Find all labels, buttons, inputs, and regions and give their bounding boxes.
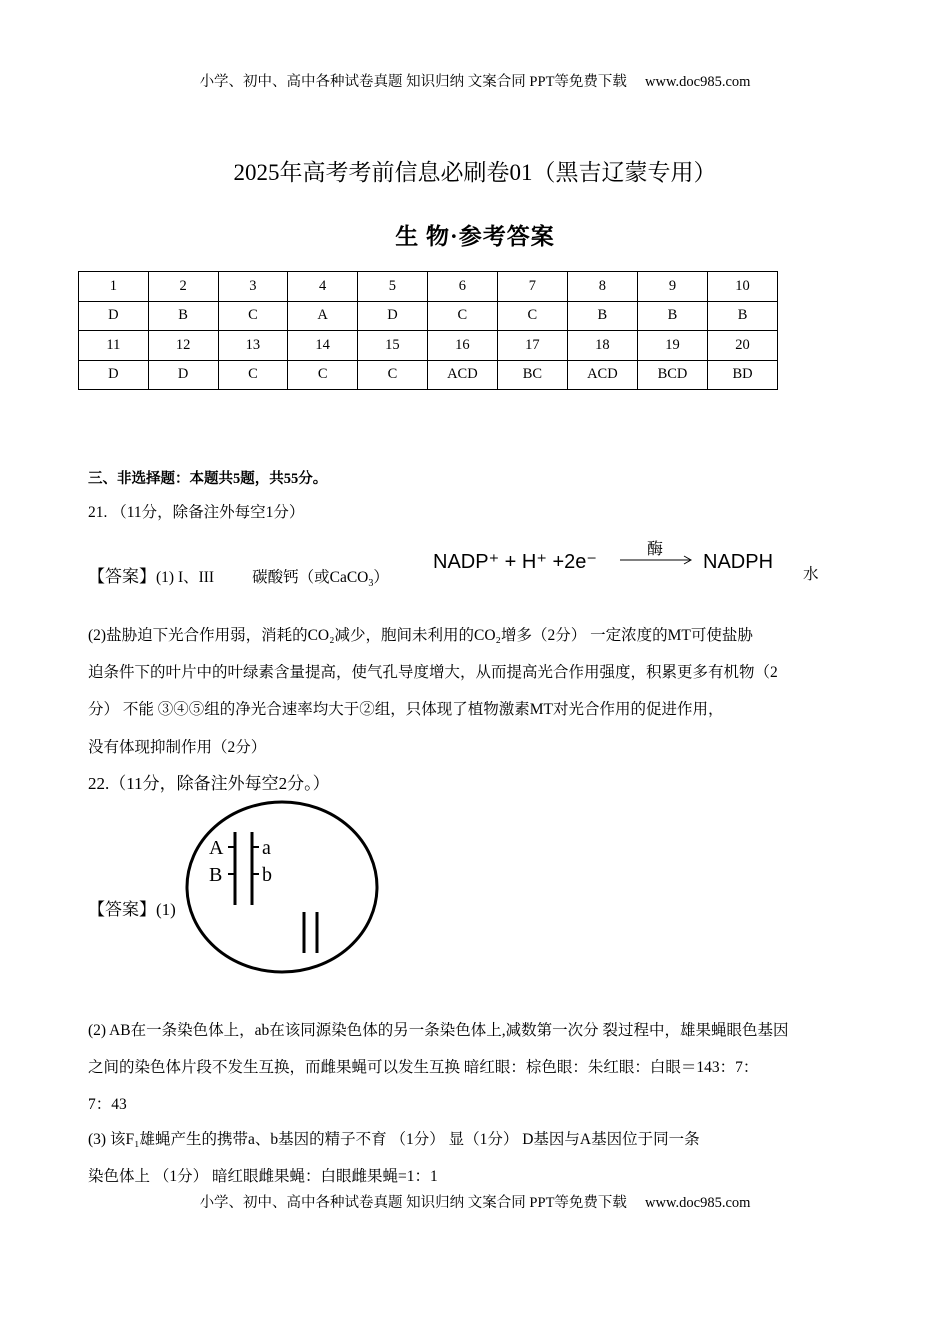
table-row: [79, 301, 778, 331]
answer-label: 【答案】: [88, 567, 156, 586]
table-row: [79, 331, 778, 361]
gene-label: b: [262, 864, 272, 886]
table-cell: 18: [567, 331, 637, 361]
q22-part2-line: 之间的染色体片段不发生互换，而雌果蝇可以发生互换 暗红眼：棕色眼：朱红眼：白眼＝143：7：: [88, 1059, 759, 1076]
answer-text: 碳酸钙（或CaCO: [252, 569, 369, 586]
table-cell: C: [427, 301, 497, 331]
table-cell: C: [358, 360, 428, 390]
footer-text: 小学、初中、高中各种试卷真题 知识归纳 文案合同 PPT等免费下载: [199, 1195, 627, 1211]
q21-part2-line: 迫条件下的叶片中的叶绿素含量提高，使气孔导度增大，从而提高光合作用强度，积累更多有机物（2: [88, 664, 778, 681]
table-cell: 17: [497, 331, 567, 361]
table-cell: BCD: [637, 360, 707, 390]
table-cell: 15: [358, 331, 428, 361]
answer-table: [78, 271, 778, 390]
table-cell: BD: [708, 360, 778, 390]
equation-left: NADP⁺ + H⁺ +2e⁻: [433, 551, 597, 573]
document-subtitle: 生 物·参考答案: [395, 224, 555, 249]
q21-part2-line: 分） 不能 ③④⑤组的净光合速率均大于②组，只体现了植物激素MT对光合作用的促进作用，: [88, 701, 724, 718]
gene-label: B: [209, 864, 223, 886]
table-cell: 10: [708, 272, 778, 302]
table-cell: 1: [79, 272, 149, 302]
table-cell: 9: [637, 272, 707, 302]
table-cell: 12: [148, 331, 218, 361]
q22-part3-line: 染色体上 （1分） 暗红眼雌果蝇：白眼雌果蝇=1：1: [88, 1168, 438, 1185]
equation-enzyme: 酶: [647, 541, 664, 558]
reaction-arrow-icon: [618, 554, 694, 566]
table-cell: ACD: [427, 360, 497, 390]
table-cell: B: [637, 301, 707, 331]
table-cell: 4: [288, 272, 358, 302]
table-cell: 11: [79, 331, 149, 361]
table-row: [79, 272, 778, 302]
table-cell: 5: [358, 272, 428, 302]
table-cell: 14: [288, 331, 358, 361]
table-cell: BC: [497, 360, 567, 390]
table-cell: 3: [218, 272, 288, 302]
chromosome-diagram: [180, 795, 390, 980]
table-cell: 13: [218, 331, 288, 361]
table-cell: 8: [567, 272, 637, 302]
table-cell: B: [148, 301, 218, 331]
table-cell: D: [79, 360, 149, 390]
table-cell: D: [358, 301, 428, 331]
gene-label: A: [209, 837, 224, 859]
q21-part2-line: 没有体现抑制作用（2分）: [88, 739, 267, 756]
table-row: [79, 360, 778, 390]
table-cell: C: [497, 301, 567, 331]
answer-text: (1) I、III: [156, 569, 215, 586]
page-footer: [0, 1191, 950, 1212]
table-cell: C: [218, 360, 288, 390]
q21-answer-1: [88, 562, 389, 589]
table-cell: C: [218, 301, 288, 331]
q22-part2-line: 7：43: [88, 1096, 127, 1113]
subscript: 3: [368, 578, 374, 590]
document-title: 2025年高考考前信息必刷卷01（黑吉辽蒙专用）: [233, 160, 717, 185]
table-cell: B: [567, 301, 637, 331]
q21-heading: 21. （11分，除备注外每空1分）: [88, 504, 305, 521]
section-heading: 三、非选择题：本题共5题，共55分。: [88, 471, 328, 487]
table-cell: 7: [497, 272, 567, 302]
table-cell: A: [288, 301, 358, 331]
table-cell: 6: [427, 272, 497, 302]
table-cell: D: [79, 301, 149, 331]
table-cell: B: [708, 301, 778, 331]
q22-heading: 22.（11分，除备注外每空2分。）: [88, 774, 330, 793]
gene-label: a: [262, 837, 271, 859]
header-site: www.doc985.com: [645, 74, 751, 90]
table-cell: C: [288, 360, 358, 390]
table-cell: 19: [637, 331, 707, 361]
cell-outline: [187, 802, 377, 972]
page-header: [0, 70, 950, 91]
table-cell: 2: [148, 272, 218, 302]
table-cell: 16: [427, 331, 497, 361]
equation-right: NADPH: [703, 551, 774, 573]
answer-water: 水: [803, 566, 819, 583]
table-cell: 20: [708, 331, 778, 361]
footer-site: www.doc985.com: [645, 1195, 751, 1211]
table-cell: D: [148, 360, 218, 390]
header-text: 小学、初中、高中各种试卷真题 知识归纳 文案合同 PPT等免费下载: [199, 74, 627, 90]
q22-answer-label: 【答案】(1): [88, 900, 176, 919]
table-cell: ACD: [567, 360, 637, 390]
q21-part2-line: (2)盐胁迫下光合作用弱，消耗的CO₂减少，胞间未利用的CO₂增多（2分） 一定浓度的MT可使盐胁: [88, 627, 753, 644]
q22-part2-line: (2) AB在一条染色体上，ab在该同源染色体的另一条染色体上,减数第一次分 裂过程中，雄果蝇眼色基因: [88, 1022, 789, 1039]
q22-part3-line: (3) 该F₁雄蝇产生的携带a、b基因的精子不育 （1分） 显（1分） D基因与A基因位于同一条: [88, 1131, 700, 1148]
answer-text: ）: [373, 569, 389, 586]
